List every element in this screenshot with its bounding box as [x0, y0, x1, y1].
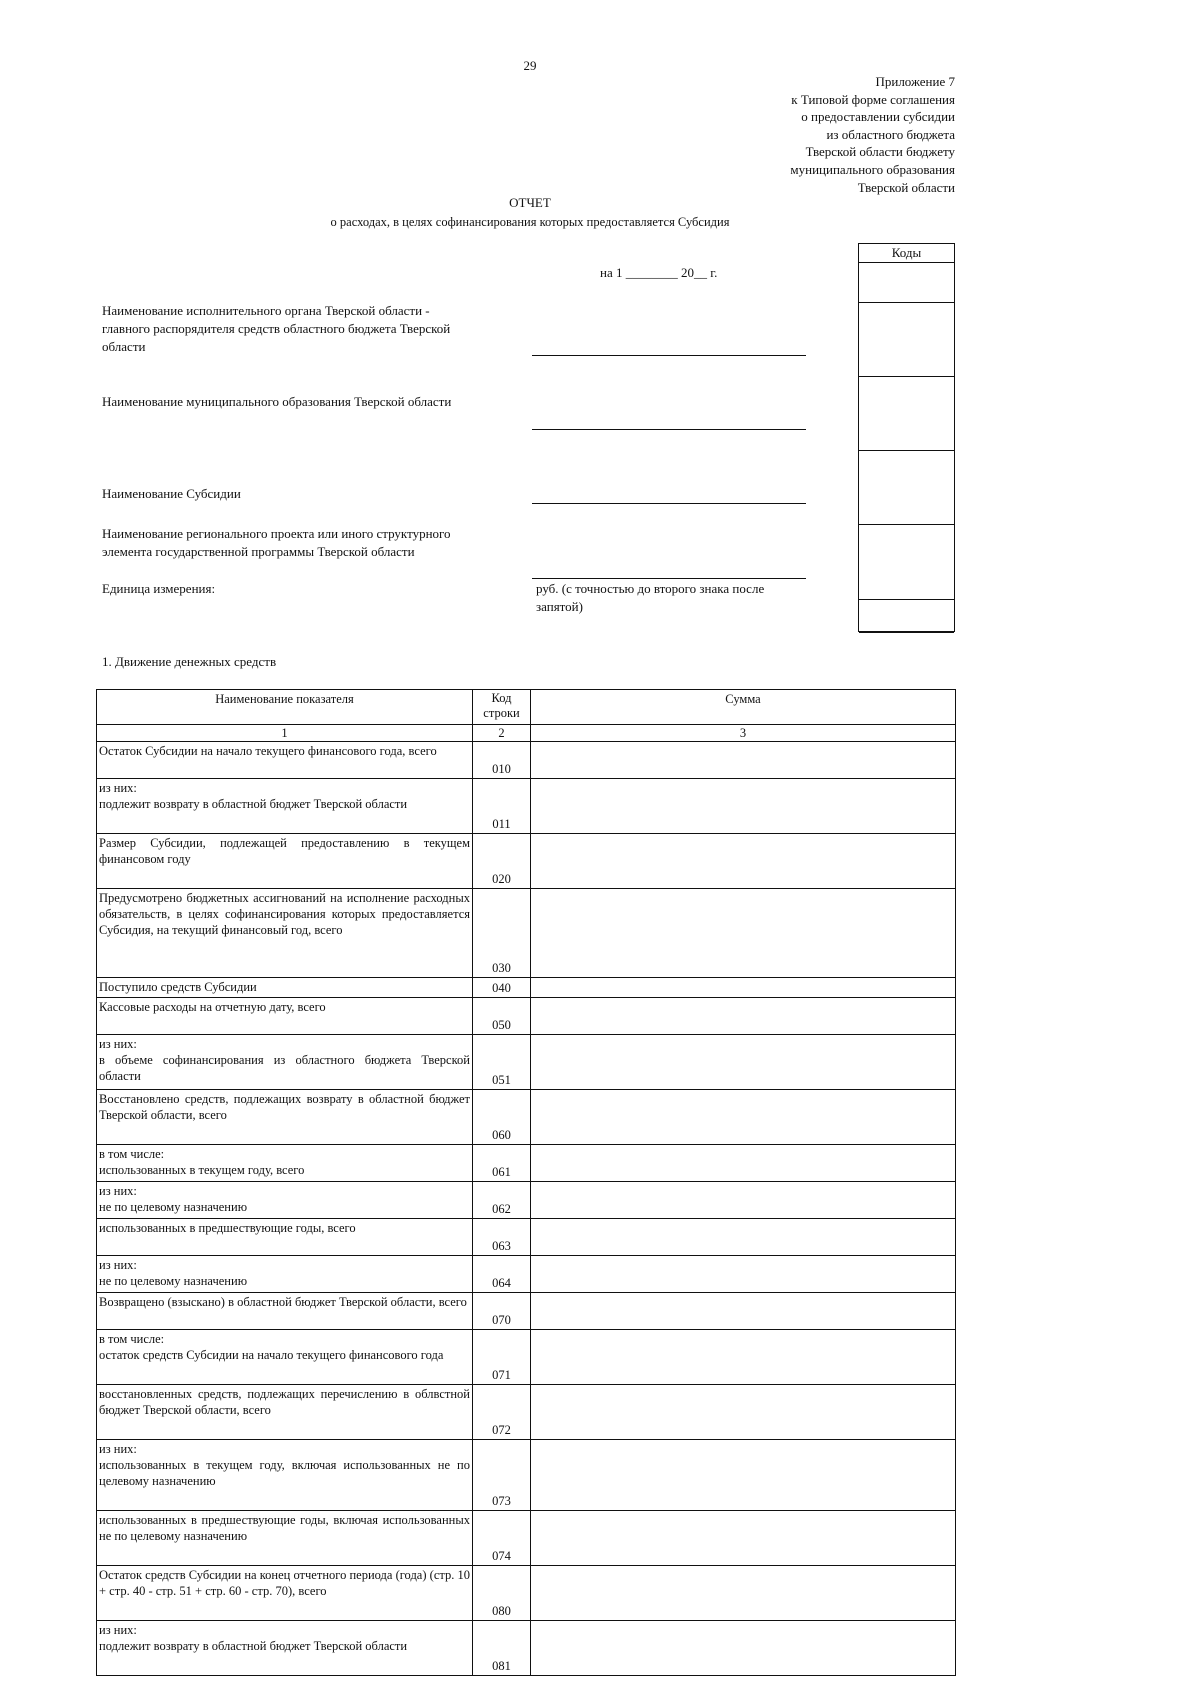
- section-title: 1. Движение денежных средств: [102, 654, 277, 669]
- field-label-municipality: Наименование муниципального образования Тверской области: [102, 394, 452, 409]
- codes-box: [858, 243, 955, 632]
- row-sum-cell[interactable]: [531, 834, 956, 889]
- table-row: [97, 1385, 956, 1440]
- appendix-line: из областного бюджета: [826, 126, 955, 142]
- table-row: [97, 779, 956, 834]
- codes-cell-municipality[interactable]: [859, 377, 954, 451]
- row-sum-cell[interactable]: [531, 1330, 956, 1385]
- row-code: 050: [473, 998, 531, 1035]
- codes-cell-unit[interactable]: [859, 600, 954, 633]
- row-code: 072: [473, 1385, 531, 1440]
- appendix-line: Тверской области: [857, 179, 955, 195]
- row-sum-cell[interactable]: [531, 1566, 956, 1621]
- appendix-note: [790, 73, 955, 196]
- row-sum-cell[interactable]: [531, 1385, 956, 1440]
- table-row: [97, 1440, 956, 1511]
- row-code: 080: [473, 1566, 531, 1621]
- report-title: ОТЧЕТ: [509, 195, 551, 210]
- row-name: в том числе: остаток средств Субсидии на начало текущего финансового года: [97, 1330, 473, 1385]
- table-row: [97, 1219, 956, 1256]
- table-row: [97, 1330, 956, 1385]
- col-number: 3: [531, 725, 956, 742]
- row-name: из них: использованных в текущем году, включая использованных не по целевому назначению: [97, 1440, 473, 1511]
- codes-cell-date[interactable]: [859, 263, 954, 303]
- row-code: 010: [473, 742, 531, 779]
- col-header-code: Код строки: [473, 690, 531, 725]
- row-code: 051: [473, 1035, 531, 1090]
- table-row: [97, 742, 956, 779]
- appendix-line: о предоставлении субсидии: [801, 109, 955, 125]
- field-label-authority: Наименование исполнительного органа Тверской области - главного распорядителя средств областного бюджета Тверской области: [102, 303, 451, 354]
- col-header-sum: Сумма: [531, 690, 956, 725]
- col-number: 1: [97, 725, 473, 742]
- row-name: восстановленных средств, подлежащих перечислению в облвстной бюджет Тверской области, всего: [97, 1385, 473, 1440]
- table-row: [97, 1566, 956, 1621]
- row-name: Поступило средств Субсидии: [97, 978, 473, 998]
- row-sum-cell[interactable]: [531, 1440, 956, 1511]
- table-row: [97, 1090, 956, 1145]
- report-subtitle: о расходах, в целях софинансирования которых предоставляется Субсидия: [330, 215, 730, 229]
- row-sum-cell[interactable]: [531, 1256, 956, 1293]
- row-name: из них: не по целевому назначению: [97, 1256, 473, 1293]
- appendix-line: к Типовой форме соглашения: [791, 91, 955, 107]
- row-sum-cell[interactable]: [531, 1035, 956, 1090]
- field-line-authority[interactable]: [532, 355, 806, 356]
- appendix-line: муниципального образования: [790, 161, 955, 177]
- row-code: 060: [473, 1090, 531, 1145]
- table-row: [97, 1182, 956, 1219]
- row-name: использованных в предшествующие годы, всего: [97, 1219, 473, 1256]
- field-line-subsidy[interactable]: [532, 503, 806, 504]
- field-label-unit: Единица измерения:: [102, 581, 216, 596]
- row-name: из них: подлежит возврату в областной бюджет Тверской области: [97, 779, 473, 834]
- row-sum-cell[interactable]: [531, 1145, 956, 1182]
- row-code: 074: [473, 1511, 531, 1566]
- field-line-municipality[interactable]: [532, 429, 806, 430]
- row-name: из них: не по целевому назначению: [97, 1182, 473, 1219]
- codes-cell-project[interactable]: [859, 525, 954, 600]
- row-name: из них: подлежит возврату в областной бюджет Тверской области: [97, 1621, 473, 1676]
- row-name: Размер Субсидии, подлежащей предоставлению в текущем финансовом году: [97, 834, 473, 889]
- unit-value: руб. (с точностью до второго знака после запятой): [536, 581, 765, 614]
- field-line-project[interactable]: [532, 578, 806, 579]
- table-header-row: [97, 690, 956, 725]
- row-name: Кассовые расходы на отчетную дату, всего: [97, 998, 473, 1035]
- row-code: 061: [473, 1145, 531, 1182]
- row-name: использованных в предшествующие годы, включая использованных не по целевому назначению: [97, 1511, 473, 1566]
- cash-flow-table: [96, 689, 956, 1676]
- table-row: [97, 1621, 956, 1676]
- row-code: 070: [473, 1293, 531, 1330]
- row-code: 081: [473, 1621, 531, 1676]
- table-row: [97, 834, 956, 889]
- row-sum-cell[interactable]: [531, 1293, 956, 1330]
- col-number: 2: [473, 725, 531, 742]
- row-name: Возвращено (взыскано) в областной бюджет Тверской области, всего: [97, 1293, 473, 1330]
- table-row: [97, 978, 956, 998]
- row-name: в том числе: использованных в текущем году, всего: [97, 1145, 473, 1182]
- table-row: [97, 1035, 956, 1090]
- row-code: 063: [473, 1219, 531, 1256]
- row-code: 071: [473, 1330, 531, 1385]
- row-sum-cell[interactable]: [531, 779, 956, 834]
- codes-cell-authority[interactable]: [859, 303, 954, 377]
- page-number: 29: [523, 58, 537, 73]
- row-name: Восстановлено средств, подлежащих возврату в областной бюджет Тверской области, всего: [97, 1090, 473, 1145]
- row-sum-cell[interactable]: [531, 889, 956, 978]
- row-name: Остаток Субсидии на начало текущего финансового года, всего: [97, 742, 473, 779]
- table-row: [97, 1511, 956, 1566]
- row-code: 040: [473, 978, 531, 998]
- column-numbers-row: [97, 725, 956, 742]
- row-sum-cell[interactable]: [531, 1621, 956, 1676]
- col-header-name: Наименование показателя: [97, 690, 473, 725]
- row-code: 020: [473, 834, 531, 889]
- row-sum-cell[interactable]: [531, 1219, 956, 1256]
- table-row: [97, 1256, 956, 1293]
- row-name: Остаток средств Субсидии на конец отчетного периода (года) (стр. 10 + стр. 40 - стр. 51 + стр. 60 - стр. 70), всего: [97, 1566, 473, 1621]
- table-row: [97, 889, 956, 978]
- row-name: Предусмотрено бюджетных ассигнований на исполнение расходных обязательств, в целях софинансирования которых предоставляется Субсидия, на текущий финансовый год, всего: [97, 889, 473, 978]
- row-sum-cell[interactable]: [531, 978, 956, 998]
- row-sum-cell[interactable]: [531, 1090, 956, 1145]
- codes-header: Коды: [859, 244, 954, 263]
- row-code: 011: [473, 779, 531, 834]
- codes-cell-subsidy[interactable]: [859, 451, 954, 525]
- appendix-line: Приложение 7: [875, 74, 955, 89]
- field-label-subsidy: Наименование Субсидии: [102, 486, 241, 501]
- row-sum-cell[interactable]: [531, 1511, 956, 1566]
- row-sum-cell[interactable]: [531, 1182, 956, 1219]
- field-label-project: Наименование регионального проекта или иного структурного элемента государственной программы Тверской области: [102, 526, 451, 559]
- row-sum-cell[interactable]: [531, 742, 956, 779]
- row-code: 062: [473, 1182, 531, 1219]
- row-code: 030: [473, 889, 531, 978]
- table-row: [97, 998, 956, 1035]
- row-sum-cell[interactable]: [531, 998, 956, 1035]
- table-row: [97, 1293, 956, 1330]
- row-code: 073: [473, 1440, 531, 1511]
- row-name: из них: в объеме софинансирования из областного бюджета Тверской области: [97, 1035, 473, 1090]
- row-code: 064: [473, 1256, 531, 1293]
- report-date-line: на 1 ________ 20__ г.: [600, 265, 718, 280]
- appendix-line: Тверской области бюджету: [805, 144, 955, 160]
- table-row: [97, 1145, 956, 1182]
